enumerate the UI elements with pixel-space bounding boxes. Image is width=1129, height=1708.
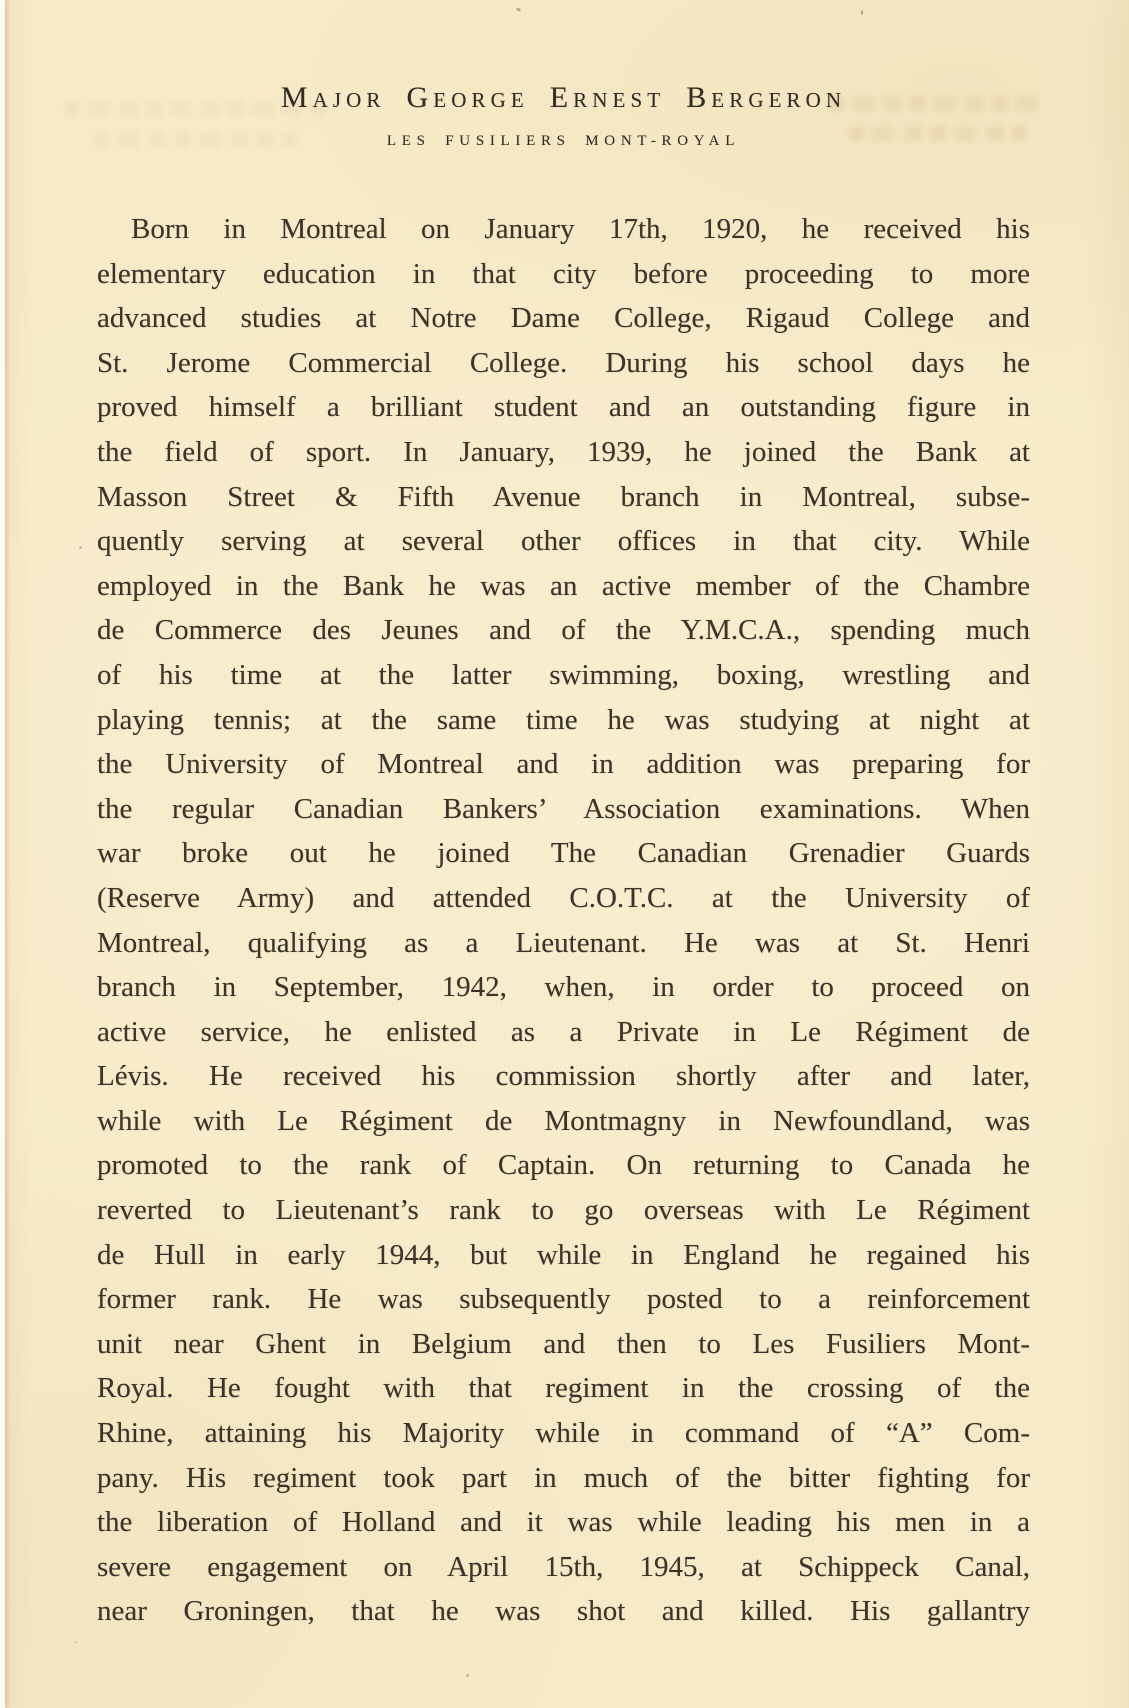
page-title: Major George Ernest Bergeron [280,81,847,114]
text-line: the field of sport. In January, 1939, he joined the Bank at [97,435,1030,468]
text-line: Lévis. He received his commission shortly after and later, [97,1060,1030,1093]
text-line: Masson Street & Fifth Avenue branch in Montreal, subse- [97,480,1030,513]
text-line: active service, he enlisted as a Private in Le Régiment de [97,1015,1030,1048]
text-line: St. Jerome Commercial College. During his school days he [97,346,1030,379]
text-line: reverted to Lieutenant’s rank to go overseas with Le Régiment [97,1194,1030,1227]
text-line: Royal. He fought with that regiment in the crossing of the [97,1372,1030,1405]
paper-speck [79,546,82,549]
text-line: of his time at the latter swimming, boxing, wrestling and [97,658,1030,691]
page-subtitle: LES FUSILIERS MONT-ROYAL [386,133,741,149]
text-line: near Groningen, that he was shot and killed. His gallantry [97,1595,1030,1628]
text-line: war broke out he joined The Canadian Grenadier Guards [97,837,1030,870]
text-line: Rhine, attaining his Majority while in command of “A” Com- [97,1417,1030,1450]
text-line: the liberation of Holland and it was while leading his men in a [97,1506,1030,1539]
text-line: quently serving at several other offices in that city. While [97,525,1030,558]
text-line: elementary education in that city before proceeding to more [97,257,1030,290]
text-line: unit near Ghent in Belgium and then to Les Fusiliers Mont- [97,1327,1030,1360]
paper-speck [466,1674,469,1677]
text-line: proved himself a brilliant student and an outstanding figure in [97,391,1030,424]
text-line: the University of Montreal and in addition was preparing for [97,748,1030,781]
scan-edge-strip [0,0,5,1708]
text-line: Montreal, qualifying as a Lieutenant. He was at St. Henri [97,926,1030,959]
text-line: advanced studies at Notre Dame College, Rigaud College and [97,302,1030,335]
paper-speck [861,10,863,15]
text-line: de Hull in early 1944, but while in England he regained his [97,1238,1030,1271]
text-line: employed in the Bank he was an active member of the Chambre [97,569,1030,602]
text-line: pany. His regiment took part in much of the bitter fighting for [97,1461,1030,1494]
text-line: (Reserve Army) and attended C.O.T.C. at the University of [97,881,1030,914]
text-line: while with Le Régiment de Montmagny in Newfoundland, was [97,1104,1030,1137]
text-line: playing tennis; at the same time he was studying at night at [97,703,1030,736]
text-line: severe engagement on April 15th, 1945, at Schippeck Canal, [97,1550,1030,1583]
paper-speck [74,1641,77,1643]
text-line: de Commerce des Jeunes and of the Y.M.C.A., spending much [97,614,1030,647]
biography-paragraph [97,207,1030,1634]
paper-speck [516,7,522,12]
text-line: promoted to the rank of Captain. On returning to Canada he [97,1149,1030,1182]
text-line: the regular Canadian Bankers’ Association examinations. When [97,792,1030,825]
text-line: branch in September, 1942, when, in order to proceed on [97,971,1030,1004]
text-line: former rank. He was subsequently posted to a reinforcement [97,1283,1030,1316]
text-line: Born in Montreal on January 17th, 1920, he received his [131,213,1030,245]
